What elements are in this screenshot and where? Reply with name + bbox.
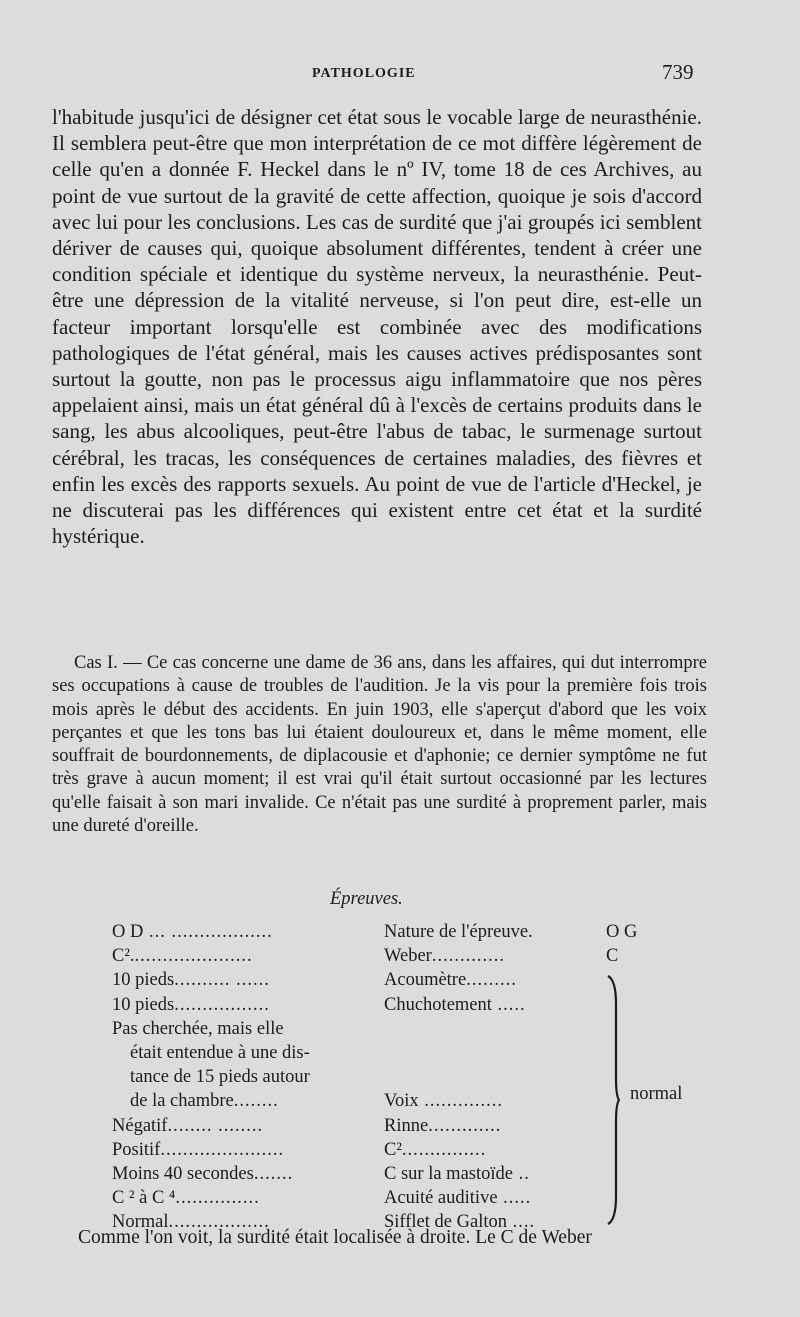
od-value: Moins 40 secondes (112, 1163, 254, 1184)
nature-row: C sur la mastoïde .. (384, 1163, 530, 1184)
nature-row: Acoumètre......... (384, 970, 517, 991)
od-value: Positif (112, 1139, 161, 1160)
nature-row: Weber............. (384, 946, 505, 967)
nature-value: Acuité auditive (384, 1188, 498, 1209)
nature-row: Rinne............. (384, 1115, 502, 1136)
od-row: 10 pieds................. (112, 994, 270, 1015)
case-paragraph (52, 652, 707, 838)
nature-value: C sur la mastoïde (384, 1163, 513, 1184)
nature-value: Rinne (384, 1115, 429, 1136)
od-value: 10 pieds (112, 994, 175, 1015)
od-value: de la chambre (130, 1091, 234, 1112)
nature-header: Nature de l'épreuve. (384, 922, 533, 942)
od-value: Négatif (112, 1115, 168, 1136)
right-brace-icon (606, 974, 620, 1226)
od-value: Pas cherchée, mais elle (112, 1018, 284, 1039)
nature-value: Chuchotement (384, 994, 492, 1015)
nature-row: Acuité auditive ..... (384, 1188, 532, 1209)
nature-row: Voix .............. (384, 1091, 503, 1112)
nature-value: Sifflet de Galton (384, 1212, 507, 1233)
nature-value: Voix (384, 1091, 419, 1112)
nature-value: C² (384, 1139, 402, 1160)
od-value: C ² à C ⁴ (112, 1188, 176, 1209)
running-header (0, 58, 800, 88)
og-normal-label: normal (630, 1084, 683, 1104)
od-header-row: O D ... .................. (112, 922, 273, 942)
case-label: Cas I. (74, 653, 118, 673)
od-value: C². (112, 946, 135, 967)
od-row: Négatif........ ........ (112, 1115, 264, 1136)
case-text: — Ce cas concerne une dame de 36 ans, dans les affaires, qui dut interrompre ses occupations à cause de troubles de l'audition. Je la vis pour la première fois trois mois après le début des accidents. En juin 1903, elle s'aperçut d'abord que les voix perçantes et que les tons bas lui étaient douloureux et, dans le même moment, elle souffrait de bourdonnements, de diplacousie et d'aphonie; ce dernier symptôme ne fut très grave à aucun moment; il est vrai qu'il était surtout occasionné par les lectures qu'elle faisait à son mari invalide. Ce n'était pas une surdité à proprement parler, mais une dureté d'oreille. (52, 653, 707, 837)
od-row: 10 pieds.......... ...... (112, 970, 270, 991)
og-column (606, 920, 706, 968)
od-row: de la chambre........ (130, 1091, 279, 1112)
od-row: Moins 40 secondes....... (112, 1163, 294, 1184)
od-value: tance de 15 pieds autour (130, 1067, 310, 1088)
tests-table (112, 920, 712, 1232)
header-title: PATHOLOGIE (312, 66, 416, 81)
od-column (112, 920, 374, 1234)
od-row: C ² à C ⁴............... (112, 1188, 260, 1209)
og-header: O G (606, 922, 638, 942)
od-header: O D (112, 922, 144, 942)
og-value: C (606, 946, 619, 967)
od-value: 10 pieds (112, 970, 175, 991)
nature-spacer (384, 1017, 596, 1090)
nature-column (384, 920, 596, 1234)
od-row: C²...................... (112, 946, 253, 967)
nature-row: Sifflet de Galton .... (384, 1212, 536, 1233)
od-row: Positif...................... (112, 1139, 285, 1160)
page-number: 739 (662, 60, 694, 84)
od-multiline-entry (112, 1017, 374, 1114)
nature-row: C²............... (384, 1139, 487, 1160)
nature-row: Chuchotement ..... (384, 994, 526, 1015)
od-value: Normal (112, 1212, 169, 1233)
od-value: était entendue à une dis- (130, 1042, 310, 1063)
od-row: Normal.................. (112, 1212, 270, 1233)
nature-value: Acoumètre (384, 970, 467, 991)
body-paragraph: l'habitude jusqu'ici de désigner cet état sous le vocable large de neurasthénie. Il semblera peut-être que mon interprétation de ce mot diffère légèrement de celle qu'en a donnée F. Heckel dans le nº IV, tome 18 de ces Archives, au point de vue surtout de la gravité de cette affection, quoique je sois d'accord avec lui pour les conclusions. Les cas de surdité que j'ai groupés ici semblent dériver de causes qui, quoique absolument différentes, tendent à créer une condition spéciale et identique du système nerveux, la neurasthénie. Peut-être une dépression de la vitalité nerveuse, si l'on peut dire, est-elle un facteur important lorsqu'elle est combinée avec des modifications pathologiques de l'état général, mais les causes actives prédisposantes sont surtout la goutte, non pas le processus aigu inflammatoire que nos pères appelaient ainsi, mais un état général dû à l'excès de certains produits dans le sang, les abus alcooliques, peut-être l'abus de tabac, le surmenage surtout cérébral, les tracas, les conséquences de certaines maladies, des fièvres et enfin les excès des rapports sexuels. Au point de vue de l'article d'Heckel, je ne discuterai pas les différences qui existent entre cet état et la surdité hystérique. (52, 105, 702, 549)
nature-value: Weber (384, 946, 432, 967)
final-line: Comme l'on voit, la surdité était localisée à droite. Le C de Weber (78, 1227, 592, 1248)
epreuves-title: Épreuves. (330, 889, 403, 909)
